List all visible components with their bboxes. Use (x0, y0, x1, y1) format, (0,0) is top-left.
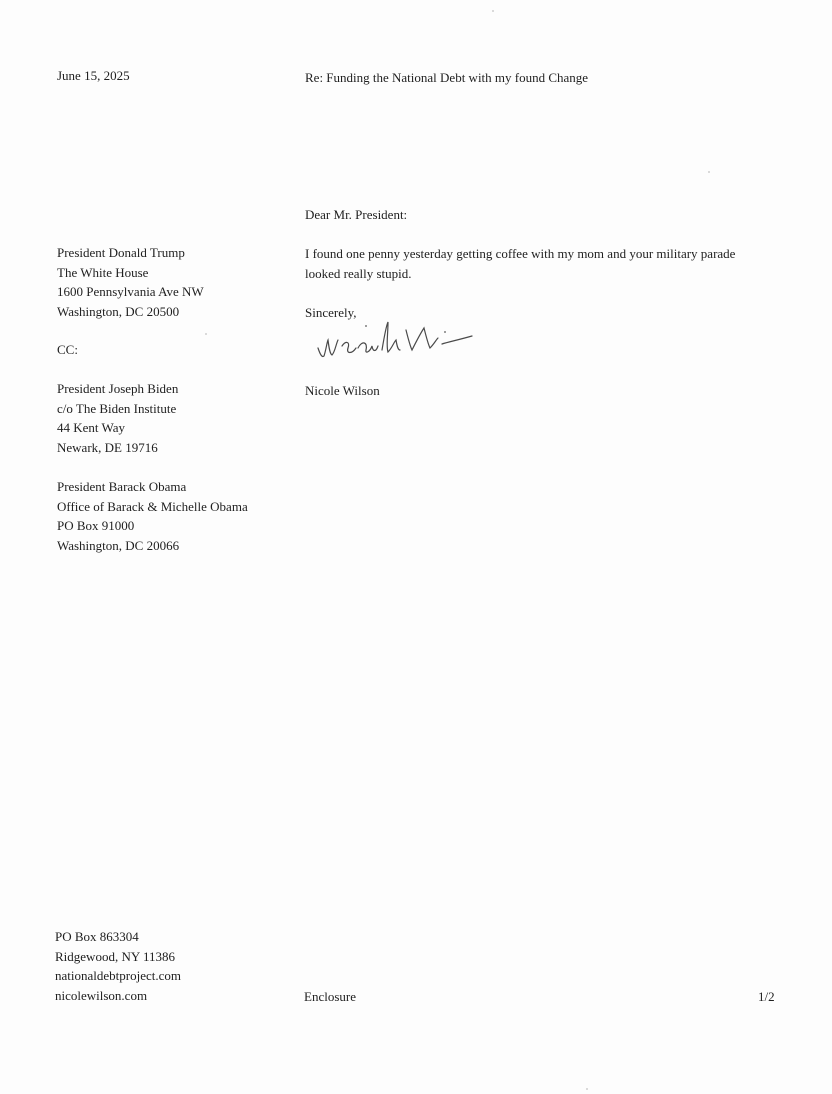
recipient-line: The White House (57, 264, 149, 280)
letter-body (305, 244, 735, 283)
recipient-line: 1600 Pennsylvania Ave NW (57, 284, 204, 299)
letter-subject: Re: Funding the National Debt with my found Change (305, 70, 589, 85)
handwritten-signature (312, 318, 482, 366)
scan-speck (708, 171, 710, 173)
scan-speck (205, 333, 207, 335)
cc-name: President Barack Obama (57, 479, 187, 494)
cc-line: 44 Kent Way (57, 420, 126, 435)
cc-line: c/o The Biden Institute (57, 400, 177, 416)
cc-address-obama (57, 477, 248, 555)
signer-name: Nicole Wilson (305, 383, 380, 398)
cc-label: CC: (57, 342, 78, 357)
footer-line: PO Box 863304 (55, 929, 139, 944)
letter-date: June 15, 2025 (57, 68, 130, 83)
body-line: looked really stupid. (305, 265, 412, 281)
recipient-name: President Donald Trump (57, 245, 185, 260)
body-line: I found one penny yesterday getting coffee with my mom and your military parade (305, 246, 736, 261)
cc-line: Washington, DC 20066 (57, 537, 180, 553)
cc-line: Office of Barack & Michelle Obama (57, 498, 248, 514)
closing: Sincerely, (305, 305, 357, 320)
salutation: Dear Mr. President: (305, 207, 408, 222)
footer-address (55, 927, 181, 1005)
scan-speck (586, 1088, 588, 1090)
scan-speck (492, 10, 494, 12)
recipient-line: Washington, DC 20500 (57, 303, 180, 319)
footer-line: Ridgewood, NY 11386 (55, 948, 176, 964)
enclosure-note: Enclosure (304, 989, 356, 1004)
cc-line: Newark, DE 19716 (57, 439, 158, 455)
footer-line: nicolewilson.com (55, 987, 148, 1003)
recipient-address (57, 243, 204, 321)
cc-address-biden (57, 379, 178, 457)
cc-name: President Joseph Biden (57, 381, 179, 396)
page-number: 1/2 (758, 989, 775, 1004)
footer-line: nationaldebtproject.com (55, 968, 181, 983)
cc-line: PO Box 91000 (57, 518, 135, 533)
